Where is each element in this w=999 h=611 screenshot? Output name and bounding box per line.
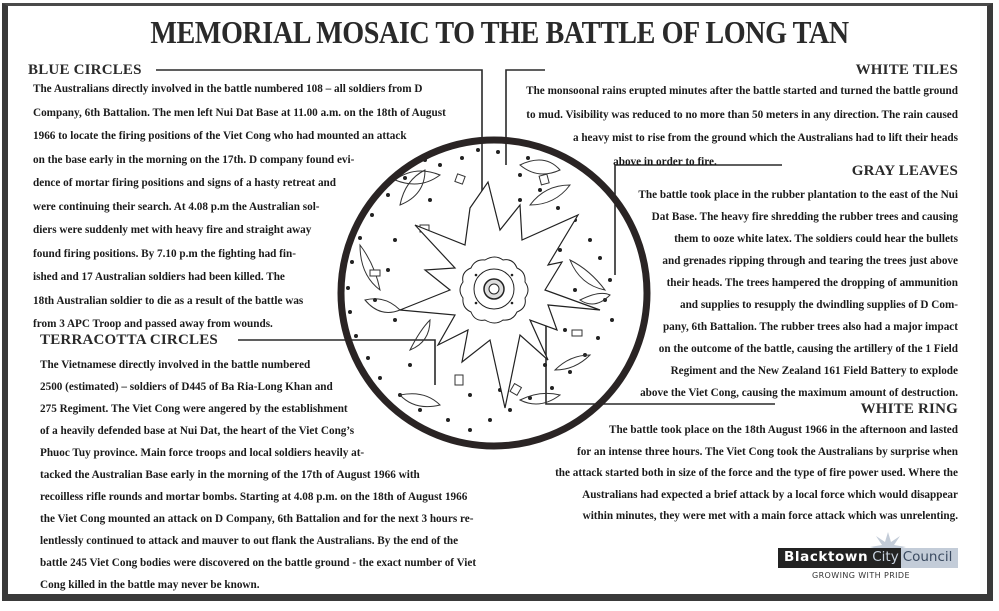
- heading-white-ring: WHITE RING: [860, 401, 958, 417]
- paragraph-blue-circles: [33, 78, 446, 337]
- text-line: Company, 6th Battalion. The men left Nui Dat Base at 11.00 a.m. on the 18th of August: [33, 106, 446, 119]
- paragraph-white-tiles: [526, 80, 958, 174]
- text-line: Dat Base. The heavy fire shredding the rubber trees and causing: [651, 211, 958, 223]
- text-line: Cong killed in the battle may never be known.: [40, 579, 260, 591]
- text-line: dence of mortar firing positions and signs of a hasty retreat and: [33, 177, 337, 189]
- text-line: them to ooze white latex. The soldiers could hear the bullets: [674, 233, 958, 245]
- text-line: The battle took place on the 18th August 1966 in the afternoon and lasted: [608, 424, 958, 436]
- text-line: Regiment and the New Zealand 161 Field Battery to explode: [670, 365, 958, 377]
- text-line: the attack started both in size of the force and the type of fire power used. Where the: [555, 467, 958, 479]
- text-line: The Vietnamese directly involved in the battle numbered: [40, 359, 311, 371]
- text-line: pany, 6th Battalion. The rubber trees also had a major impact: [662, 321, 958, 333]
- text-line: Phuoc Tuy province. Main force troops and local soldiers heavily at-: [40, 447, 365, 459]
- text-line: The monsoonal rains erupted minutes after the battle started and turned the battle ground: [526, 85, 958, 97]
- text-line: on the outcome of the battle, causing the artillery of the 1 Field: [658, 343, 958, 355]
- text-line: 1966 to locate the firing positions of the Viet Cong who had mounted an attack: [33, 130, 407, 142]
- text-line: lentlessly continued to attack and mauver to out flank the Australians. By the end of the: [40, 535, 459, 547]
- paragraph-gray-leaves: [638, 184, 958, 404]
- paragraph-white-ring: [555, 420, 958, 528]
- text-line: ished and 17 Australian soldiers had been killed. The: [33, 271, 285, 283]
- heading-gray-leaves: GRAY LEAVES: [851, 163, 958, 179]
- text-line: their heads. The trees hampered the dropping of ammunition: [666, 277, 958, 289]
- text-line: and supplies to resupply the dwindling supplies of D Com-: [679, 299, 958, 311]
- heading-white-tiles: WHITE TILES: [855, 62, 958, 78]
- text-line: diers were suddenly met with heavy fire and straight away: [33, 224, 312, 236]
- text-line: found firing positions. By 7.10 p.m the fighting had fin-: [33, 247, 296, 260]
- text-line: were continuing their search. At 4.08 p.m the Australian sol-: [33, 200, 320, 213]
- text-line: above the Viet Cong, causing the maximum amount of destruction.: [640, 387, 958, 399]
- paragraph-terracotta-circles: [40, 354, 476, 596]
- text-line: Australians had expected a brief attack by a local force which would disappear: [582, 488, 958, 501]
- text-line: recoilless rifle rounds and mortar bombs. Starting at 4.08 p.m. on the 18th of August 1966: [40, 491, 468, 503]
- logo-word-council: Council: [901, 548, 959, 568]
- logo-word-blacktown: Blacktown: [778, 548, 872, 568]
- text-line: for an intense three hours. The Viet Cong took the Australians by surprise when: [576, 445, 958, 458]
- text-line: 18th Australian soldier to die as a result of the battle was: [33, 294, 304, 307]
- text-line: from 3 APC Troop and passed away from wounds.: [33, 318, 273, 330]
- text-line: on the base early in the morning on the 17th. D company found evi-: [33, 153, 355, 166]
- heading-blue-circles: BLUE CIRCLES: [28, 62, 142, 78]
- text-line: a heavy mist to rise from the ground which the Australians had to lift their heads: [572, 132, 958, 144]
- text-line: to mud. Visibility was reduced to no more than 50 meters in any direction. The rain caused: [526, 108, 958, 121]
- text-line: 275 Regiment. The Viet Cong were angered by the establishment: [40, 403, 348, 415]
- page-title: MEMORIAL MOSAIC TO THE BATTLE OF LONG TAN: [150, 14, 849, 50]
- logo-word-city: City: [872, 548, 900, 568]
- text-line: The Australians directly involved in the battle numbered 108 – all soldiers from D: [33, 83, 423, 95]
- logo-tagline: GROWING WITH PRIDE: [812, 571, 910, 580]
- logo-wordmark: [778, 548, 958, 568]
- text-line: above in order to fire.: [613, 155, 717, 168]
- blacktown-city-council-logo: [778, 542, 956, 587]
- text-line: tacked the Australian Base early in the morning of the 17th of August 1966 with: [40, 469, 420, 481]
- text-line: and grenades ripping through and tearing the trees just above: [662, 255, 958, 267]
- text-line: within minutes, they were met with a main force attack which was unrelenting.: [582, 510, 958, 522]
- text-line: of a heavily defended base at Nui Dat, the heart of the Viet Cong’s: [40, 425, 355, 437]
- heading-terracotta-circles: TERRACOTTA CIRCLES: [40, 332, 218, 348]
- text-line: battle 245 Viet Cong bodies were discovered on the battle ground - the exact number of Viet: [40, 557, 477, 569]
- text-line: 2500 (estimated) – soldiers of D445 of Ba Ria-Long Khan and: [40, 381, 333, 393]
- text-line: the Viet Cong mounted an attack on D Company, 6th Battalion and for the next 3 hours re-: [40, 513, 474, 525]
- text-line: The battle took place in the rubber plantation to the east of the Nui: [638, 189, 958, 201]
